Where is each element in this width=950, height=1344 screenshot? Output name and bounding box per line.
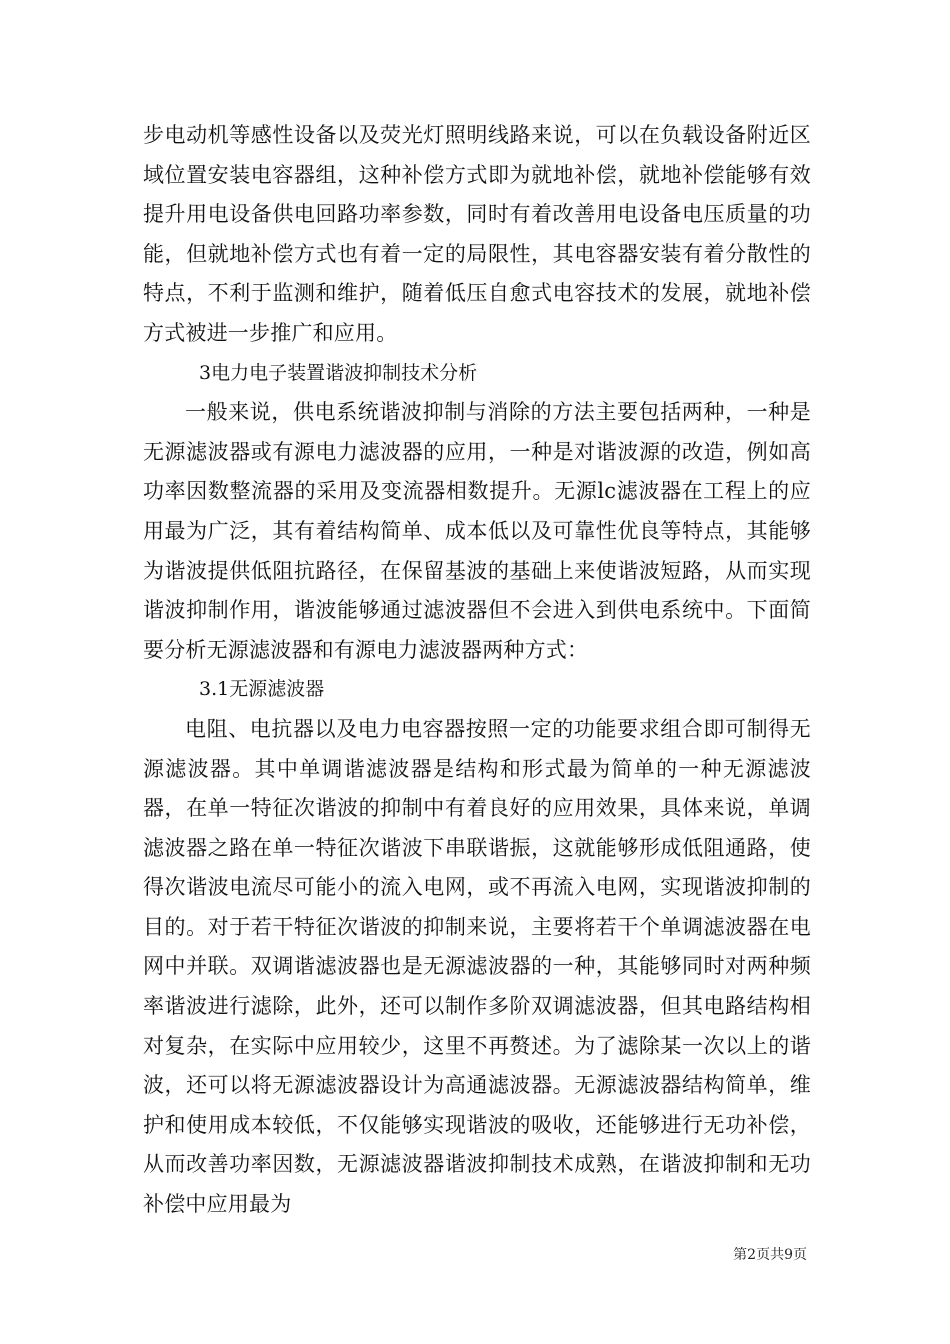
paragraph-harmonic-methods: 一般来说，供电系统谐波抑制与消除的方法主要包括两种，一种是无源滤波器或有源电力滤波器的应用，一种是对谐波源的改造，例如高功率因数整流器的采用及变流器相数提升。无源lc滤波器在工程上的应用最为广泛，其有着结构简单、成本低以及可靠性优良等特点，其能够为谐波提供低阻抗路径，在保留基波的基础上来使谐波短路，从而实现谐波抑制作用，谐波能够通过滤波器但不会进入到供电系统中。下面简要分析无源滤波器和有源电力滤波器两种方式： [143, 400, 811, 662]
page-number-footer: 第2页共9页 [733, 1247, 807, 1263]
paragraph-continued: 步电动机等感性设备以及荧光灯照明线路来说，可以在负载设备附近区域位置安装电容器组，这种补偿方式即为就地补偿，就地补偿能够有效提升用电设备供电回路功率参数，同时有着改善用电设备电压质量的功能，但就地补偿方式也有着一定的局限性，其电容器安装有着分散性的特点，不利于监测和维护，随着低压自愈式电容技术的发展，就地补偿方式被进一步推广和应用。 [143, 123, 811, 345]
paragraph-passive-filter: 电阻、电抗器以及电力电容器按照一定的功能要求组合即可制得无源滤波器。其中单调谐滤波器是结构和形式最为简单的一种无源滤波器，在单一特征次谐波的抑制中有着良好的应用效果，具体来说，单调滤波器之路在单一特征次谐波下串联谐振，这就能够形成低阻通路，使得次谐波电流尽可能小的流入电网，或不再流入电网，实现谐波抑制的目的。对于若干特征次谐波的抑制来说，主要将若干个单调滤波器在电网中并联。双调谐滤波器也是无源滤波器的一种，其能够同时对两种频率谐波进行滤除，此外，还可以制作多阶双调滤波器，但其电路结构相对复杂，在实际中应用较少，这里不再赘述。为了滤除某一次以上的谐波，还可以将无源滤波器设计为高通滤波器。无源滤波器结构简单，维护和使用成本较低，不仅能够实现谐波的吸收，还能够进行无功补偿，从而改善功率因数，无源滤波器谐波抑制技术成熟，在谐波抑制和无功补偿中应用最为 [143, 716, 811, 1217]
section-heading-3: 3电力电子装置谐波抑制技术分析 [199, 361, 478, 384]
document-body [143, 116, 811, 1225]
section-heading-3-1: 3.1无源滤波器 [199, 678, 325, 701]
